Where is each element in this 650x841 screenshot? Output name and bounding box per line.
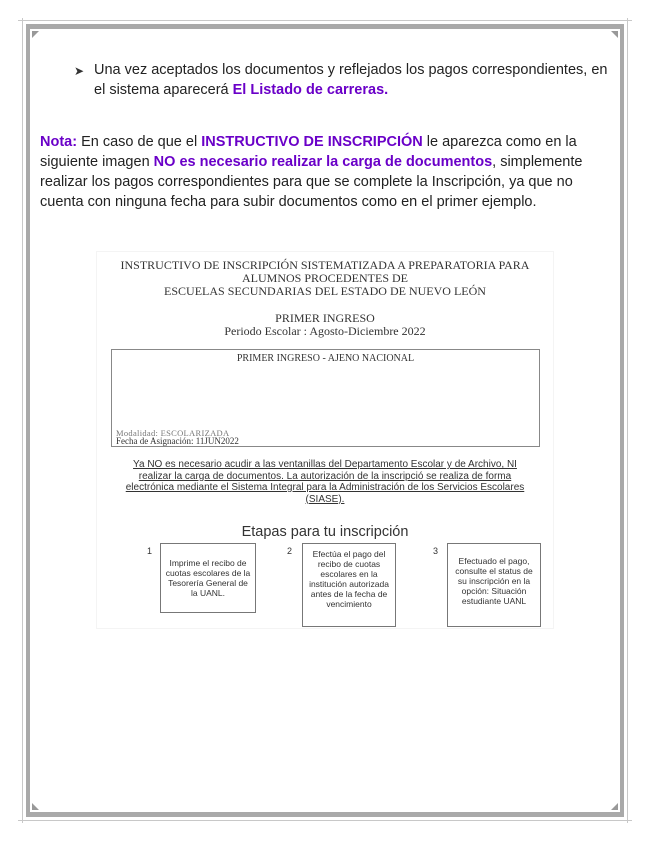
step-box-2: Efectúa el pago del recibo de cuotas escolares en la institución autorizada antes de la fecha de vencimiento xyxy=(302,543,396,627)
corner-ornament-icon xyxy=(32,31,39,38)
header-line-2: ALUMNOS PROCEDENTES DE xyxy=(241,271,408,285)
step-box-3: Efectuado el pago, consulte el status de su inscripción en la opción: Situación estudiante UANL xyxy=(447,543,541,627)
note-text-1: En caso de que el xyxy=(77,134,202,150)
page-border-bottom xyxy=(26,812,624,817)
document-body xyxy=(40,60,610,212)
page-border-bottom-thin xyxy=(18,820,632,821)
note-highlight-2: NO es necesario realizar la carga de documentos xyxy=(153,154,493,170)
header-line-3: ESCUELAS SECUNDARIAS DEL ESTADO DE NUEVO LEÓN xyxy=(164,284,486,298)
periodo-escolar: Periodo Escolar : Agosto-Diciembre 2022 xyxy=(224,324,426,338)
step-box-1: Imprime el recibo de cuotas escolares de la Tesorería General de la UANL. xyxy=(160,543,256,613)
page-border-left-thin xyxy=(22,18,23,823)
header-line-1: INSTRUCTIVO DE INSCRIPCIÓN SISTEMATIZADA A PREPARATORIA PARA xyxy=(120,258,530,272)
siase-notice: Ya NO es necesario acudir a las ventanillas del Departamento Escolar y de Archivo, NI realizar la carga de documentos. La autorización de la inscripció se realiza de forma electrónica mediante el Sistema Integral para la Administración de los Servicios Escolares (SIASE). xyxy=(125,459,525,505)
corner-ornament-icon xyxy=(32,803,39,810)
corner-ornament-icon xyxy=(611,31,618,38)
bullet-highlight: El Listado de carreras. xyxy=(232,82,389,98)
instructivo-header xyxy=(97,259,553,298)
page-border-right xyxy=(620,24,624,817)
note-paragraph xyxy=(40,132,610,212)
embedded-instructivo-image xyxy=(97,252,553,628)
assignment-box-title: PRIMER INGRESO - AJENO NACIONAL xyxy=(236,353,415,364)
step-number-3: 3 xyxy=(433,546,439,556)
bullet-text-body: Una vez aceptados los documentos y reflejados los pagos correspondientes, en el sistema aparecerá xyxy=(94,62,608,98)
bullet-text xyxy=(94,60,610,100)
note-text-3: , simplemente realizar los pagos correspondientes para que se complete la Inscripción, ya que no cuenta con ninguna fecha para subir documentos como en el primer ejemplo. xyxy=(40,154,583,210)
note-label: Nota: xyxy=(40,134,78,150)
page-border-top-thin xyxy=(18,20,632,21)
step-number-1: 1 xyxy=(147,546,153,556)
page-border-left xyxy=(26,24,30,817)
assignment-date: Fecha de Asignación: 11JUN2022 xyxy=(116,436,239,446)
page-border-right-thin xyxy=(627,18,628,823)
corner-ornament-icon xyxy=(611,803,618,810)
step-number-2: 2 xyxy=(287,546,293,556)
note-text-2: le aparezca como en la siguiente imagen xyxy=(40,134,577,170)
note-highlight-1: INSTRUCTIVO DE INSCRIPCIÓN xyxy=(201,134,423,150)
assignment-modalidad: Modalidad: ESCOLARIZADA xyxy=(116,428,230,438)
etapas-title: Etapas para tu inscripción xyxy=(241,524,409,540)
arrow-bullet-icon: ➤ xyxy=(74,64,85,78)
ingreso-block xyxy=(97,312,553,338)
assignment-box xyxy=(111,349,540,447)
page-border-top xyxy=(26,24,624,29)
bullet-item xyxy=(74,60,610,100)
ingreso-title: PRIMER INGRESO xyxy=(275,311,375,325)
